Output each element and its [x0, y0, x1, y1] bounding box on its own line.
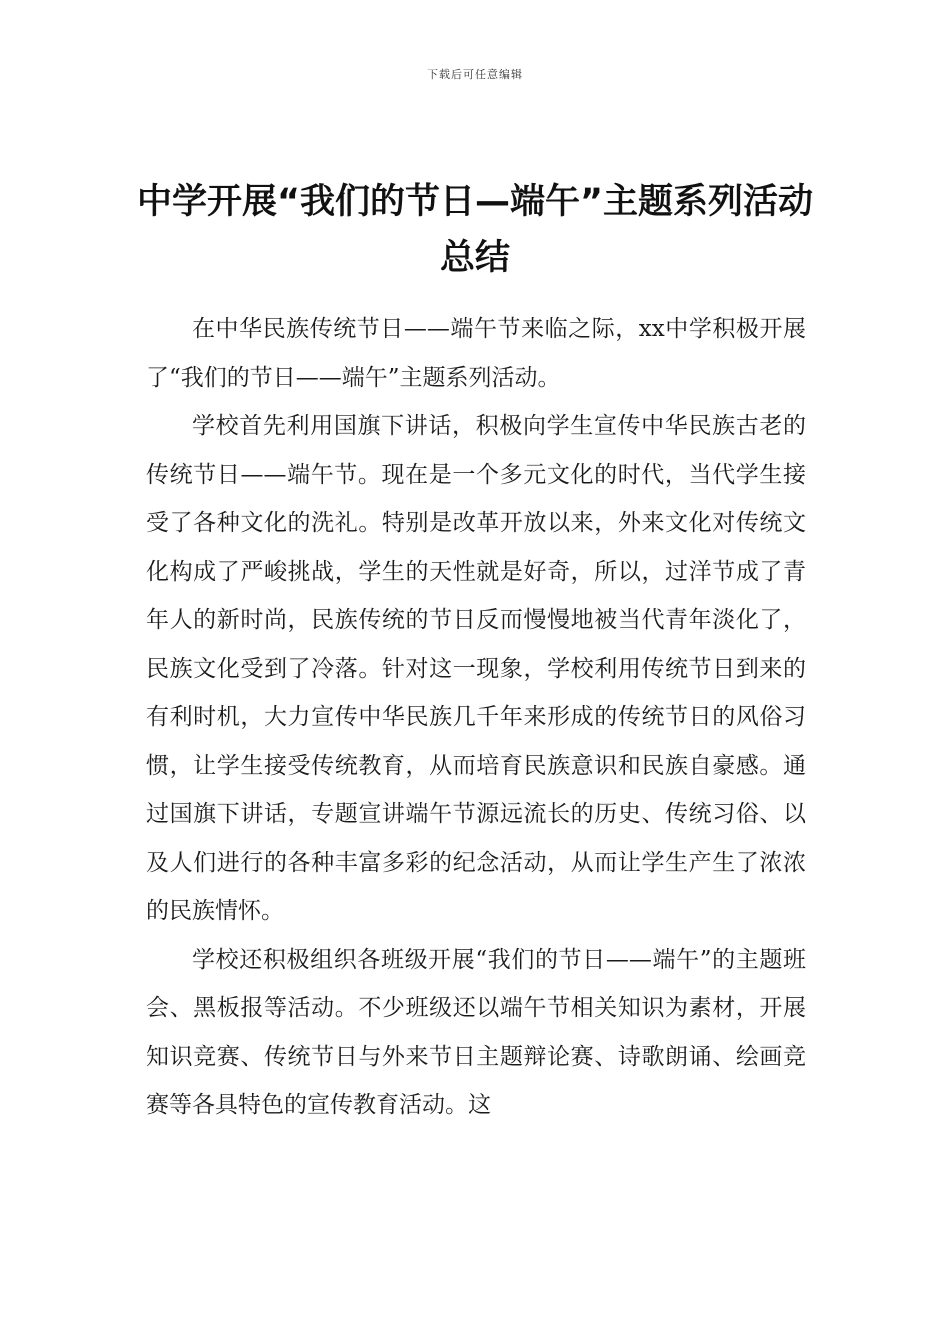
paragraph-class-activities: 学校还积极组织各班级开展“我们的节日——端午”的主题班会、黑板报等活动。不少班级还以端午节相关知识为素材，开展知识竞赛、传统节日与外来节日主题辩论赛、诗歌朗诵、绘画竞赛等各具特色的宣传教育活动。这 — [146, 946, 806, 1118]
paragraph-flag-speech: 学校首先利用国旗下讲话，积极向学生宣传中华民族古老的传统节日——端午节。现在是一个多元文化的时代，当代学生接受了各种文化的洗礼。特别是改革开放以来，外来文化对传统文化构成了严峻挑战，学生的天性就是好奇，所以，过洋节成了青年人的新时尚，民族传统的节日反而慢慢地被当代青年淡化了，民族文化受到了冷落。针对这一现象，学校利用传统节日到来的有利时机，大力宣传中华民族几千年来形成的传统节日的风俗习惯，让学生接受传统教育，从而培育民族意识和民族自豪感。通过国旗下讲话，专题宣讲端午节源远流长的历史、传统习俗、以及人们进行的各种丰富多彩的纪念活动，从而让学生产生了浓浓的民族情怀。 — [146, 413, 806, 924]
document-body — [146, 305, 806, 1130]
header-note: 下载后可任意编辑 — [427, 68, 523, 81]
paragraph-intro: 在中华民族传统节日——端午节来临之际，xx中学积极开展了“我们的节日——端午”主题系列活动。 — [146, 316, 806, 391]
document-title: 中学开展“我们的节日—端午”主题系列活动总结 — [136, 182, 813, 278]
